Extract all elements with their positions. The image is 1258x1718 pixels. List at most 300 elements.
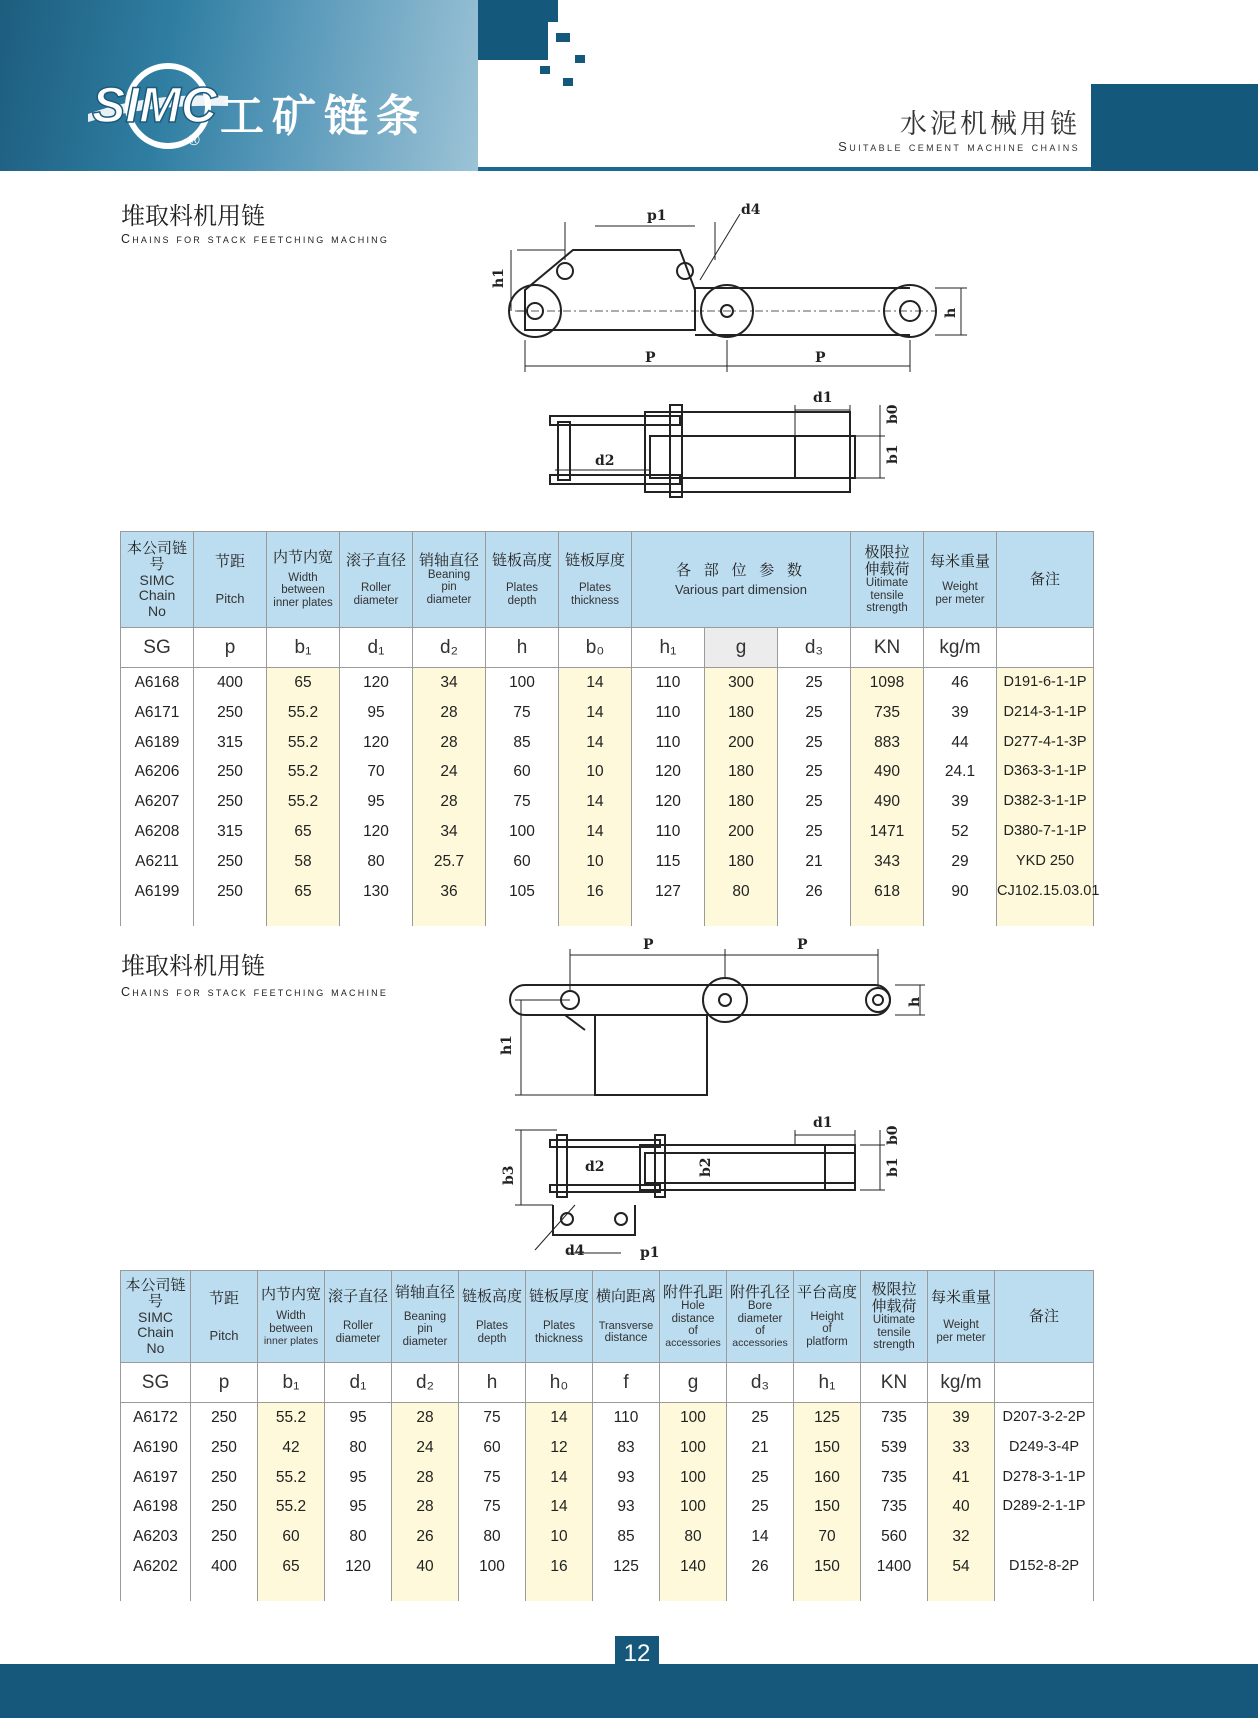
- symbol-cell: g: [660, 1363, 727, 1403]
- header-cn: 每米重量: [930, 1287, 991, 1306]
- table-cell: 40: [952, 1498, 970, 1516]
- table-cell: 24.1: [944, 763, 976, 781]
- header-cn: 极限拉伸载荷: [864, 543, 910, 578]
- symbol-cell: h₁: [632, 628, 705, 668]
- symbol-cell: d₂: [392, 1363, 459, 1403]
- table-cell: 120: [655, 763, 681, 781]
- header-en: Width: [276, 1310, 306, 1323]
- page-title-cn: 水泥机械用链: [900, 109, 1080, 140]
- dim-label-p-a: P: [645, 350, 656, 366]
- symbol-cell: KN: [861, 1363, 928, 1403]
- dim-label-h1: h1: [499, 1035, 515, 1055]
- table-cell: 36: [440, 882, 458, 900]
- column-d3: [778, 668, 851, 926]
- table-cell: 93: [617, 1468, 635, 1486]
- table-cell: A6168: [134, 674, 180, 691]
- header-en: SIMC: [139, 571, 175, 588]
- header-en: No: [148, 602, 166, 619]
- table-cell: 24: [440, 763, 458, 781]
- symbol-cell: d₃: [778, 628, 851, 668]
- header-en: distance: [604, 1332, 648, 1345]
- table-cell: A6208: [134, 822, 180, 840]
- section1-spec-table: [120, 531, 1100, 926]
- table-cell: 42: [282, 1438, 300, 1456]
- table-cell: 55.2: [287, 763, 319, 781]
- table-cell: 300: [728, 674, 754, 691]
- section2-chain-diagram: [495, 935, 935, 1265]
- table-cell: 60: [513, 763, 531, 781]
- table-cell: 95: [367, 703, 385, 721]
- column-chain-no: [121, 1403, 191, 1601]
- column-transverse-distance: [593, 1403, 660, 1601]
- table-cell: 735: [881, 1409, 907, 1426]
- table-cell: 34: [440, 674, 458, 691]
- table-cell: 25: [751, 1409, 769, 1426]
- symbol-cell: kg/m: [924, 628, 997, 668]
- table-cell: 85: [617, 1528, 635, 1546]
- table-cell: A6207: [134, 793, 180, 811]
- dim-label-d1: d1: [813, 390, 833, 406]
- page-title-en: Suitable cement machine chains: [838, 139, 1080, 154]
- table-cell: 14: [751, 1528, 769, 1546]
- page-header: [0, 0, 1258, 171]
- table-cell: 130: [363, 882, 389, 900]
- table-cell: 315: [217, 822, 243, 840]
- table-cell: 55.2: [275, 1498, 307, 1516]
- table-cell: 100: [680, 1498, 706, 1516]
- column-inner-width: [258, 1403, 325, 1601]
- header-en: Weight: [942, 581, 978, 594]
- column-pitch: [191, 1403, 258, 1601]
- dim-label-h1: h1: [491, 268, 507, 288]
- table-cell: 28: [440, 703, 458, 721]
- table-cell: 95: [367, 793, 385, 811]
- table-cell: 28: [440, 733, 458, 751]
- table-cell: 735: [881, 1498, 907, 1516]
- header-decor-block: [534, 48, 546, 56]
- table-cell: 250: [217, 793, 243, 811]
- table-cell: 25: [805, 763, 823, 781]
- header-en: per meter: [935, 593, 985, 606]
- table-cell: 1400: [876, 1557, 912, 1575]
- table-cell: 65: [294, 822, 312, 840]
- header-en: pin: [441, 581, 457, 594]
- header-cn: 各 部 位 参 数: [675, 561, 807, 580]
- column-weight: [928, 1403, 995, 1601]
- table-cell: 150: [814, 1438, 840, 1456]
- table-cell: 12: [550, 1438, 568, 1456]
- header-en: platform: [806, 1336, 848, 1349]
- table-cell: 1098: [869, 674, 905, 691]
- dim-label-h: h: [943, 307, 959, 318]
- header-cn: 备注: [1030, 570, 1061, 589]
- symbol-cell: b₁: [267, 628, 340, 668]
- table-cell: 52: [951, 822, 969, 840]
- header-en: diameter: [402, 1336, 448, 1349]
- header-cn: 备注: [1028, 1307, 1059, 1326]
- table-cell: 25: [751, 1468, 769, 1486]
- table-cell: 105: [509, 882, 535, 900]
- table-cell: 120: [363, 674, 389, 691]
- table-cell: A6211: [135, 852, 179, 870]
- dim-label-b2: b2: [698, 1157, 714, 1177]
- column-roller-diameter: [325, 1403, 392, 1601]
- table-cell: 1471: [869, 822, 905, 840]
- table-cell: 127: [655, 882, 681, 900]
- header-cn: 每米重量: [930, 551, 991, 570]
- table-cell: 55.2: [275, 1409, 307, 1426]
- column-pin-diameter: [392, 1403, 459, 1601]
- table-cell: 83: [617, 1438, 635, 1456]
- symbol-cell: h₁: [794, 1363, 861, 1403]
- table-cell: 343: [874, 852, 900, 870]
- table-cell: 39: [951, 793, 969, 811]
- header-en: distance: [671, 1312, 715, 1325]
- dim-label-d4: d4: [565, 1243, 585, 1259]
- table-cell: 150: [814, 1498, 840, 1516]
- table-cell: 55.2: [275, 1468, 307, 1486]
- table-cell: 33: [952, 1438, 970, 1456]
- dim-label-p1: p1: [640, 1245, 660, 1261]
- table-cell: 100: [509, 674, 535, 691]
- header-decor-block: [556, 33, 570, 42]
- dim-label-d4: d4: [741, 202, 761, 218]
- table-cell: 75: [513, 793, 531, 811]
- table-cell: 490: [874, 763, 900, 781]
- dim-label-d2: d2: [585, 1159, 605, 1175]
- table-cell: 735: [881, 1468, 907, 1486]
- table-cell: 120: [363, 822, 389, 840]
- dim-label-b0: b0: [885, 404, 901, 424]
- table-cell: 100: [479, 1557, 505, 1575]
- table-cell: 14: [550, 1409, 568, 1426]
- symbol-cell: SG: [121, 628, 194, 668]
- table-cell: 90: [951, 882, 969, 900]
- table-cell: 160: [814, 1468, 840, 1486]
- dim-label-d1: d1: [813, 1115, 833, 1131]
- table-cell: 618: [874, 882, 900, 900]
- header-decor-block: [575, 55, 585, 63]
- column-pitch: [194, 668, 267, 926]
- header-en: strength: [866, 602, 908, 615]
- header-en: Beaning: [403, 1310, 447, 1323]
- table-cell: 93: [617, 1498, 635, 1516]
- table-cell: D380-7-1-1P: [1003, 822, 1087, 839]
- table-cell: A6197: [133, 1468, 178, 1486]
- symbol-cell: SG: [121, 1363, 191, 1403]
- section2-title-en: Chains for stack feetching machine: [121, 985, 389, 999]
- header-en: Width: [288, 571, 318, 584]
- section2-title-cn: 堆取料机用链: [121, 952, 265, 980]
- header-en: Uitimate: [872, 1314, 916, 1327]
- table-cell: 250: [217, 852, 243, 870]
- symbol-cell: KN: [851, 628, 924, 668]
- symbol-cell: d₁: [340, 628, 413, 668]
- table-cell: 10: [586, 852, 604, 870]
- table-symbol-row: [121, 628, 1094, 668]
- symbol-cell: h₀: [526, 1363, 593, 1403]
- table-cell: 80: [684, 1528, 702, 1546]
- table-cell: D278-3-1-1P: [1002, 1468, 1086, 1485]
- column-tensile-strength: [861, 1403, 928, 1601]
- table-cell: 490: [874, 793, 900, 811]
- table-cell: D152-8-2P: [1008, 1557, 1080, 1574]
- table-cell: 70: [818, 1528, 836, 1546]
- dim-label-b1: b1: [885, 444, 901, 464]
- table-cell: 80: [367, 852, 385, 870]
- table-symbol-row: [121, 1363, 1094, 1403]
- header-cn: 本公司链号: [125, 1275, 186, 1311]
- header-en: Pitch: [209, 1327, 239, 1343]
- header-en: Chain: [137, 1324, 174, 1341]
- table-cell: 735: [874, 703, 900, 721]
- table-cell: 125: [613, 1557, 639, 1575]
- table-cell: 80: [483, 1528, 501, 1546]
- section2-spec-table: [120, 1270, 1094, 1601]
- table-cell: 120: [363, 733, 389, 751]
- header-cn: 横向距离: [595, 1286, 656, 1305]
- header-en: between: [269, 1322, 313, 1335]
- header-en: diameter: [737, 1312, 783, 1325]
- header-en: strength: [873, 1339, 915, 1352]
- header-en: of: [688, 1325, 698, 1338]
- header-en: accessories: [732, 1336, 788, 1349]
- header-en: tensile: [877, 1326, 911, 1339]
- header-en: Bore: [747, 1300, 773, 1313]
- table-cell: 120: [655, 793, 681, 811]
- header-en: tensile: [870, 589, 904, 602]
- table-cell: 40: [416, 1557, 434, 1575]
- table-cell: 21: [805, 852, 823, 870]
- table-cell: 25.7: [433, 852, 465, 870]
- logo-text: SIMC: [92, 77, 217, 133]
- table-cell: 250: [217, 763, 243, 781]
- header-decor-block: [563, 78, 573, 86]
- table-cell: 100: [680, 1468, 706, 1486]
- header-cn: 链板厚度: [528, 1286, 589, 1305]
- header-cn: 附件孔径: [729, 1282, 790, 1301]
- table-cell: 60: [513, 852, 531, 870]
- header-en: between: [281, 584, 325, 597]
- header-en: Uitimate: [865, 577, 909, 590]
- table-cell: 26: [416, 1528, 434, 1546]
- header-cn: 内节内宽: [272, 548, 333, 567]
- table-cell: 21: [751, 1438, 769, 1456]
- table-cell: 100: [680, 1409, 706, 1426]
- header-cn: 链板高度: [461, 1286, 522, 1305]
- section1-title-cn: 堆取料机用链: [121, 202, 265, 230]
- header-en: Beaning: [427, 568, 471, 581]
- table-cell: 60: [282, 1528, 300, 1546]
- header-cn: 极限拉伸载荷: [871, 1280, 917, 1315]
- table-cell: A6198: [133, 1498, 178, 1516]
- table-cell: 95: [349, 1409, 367, 1426]
- table-cell: 120: [345, 1557, 371, 1575]
- page-number: 12: [623, 1640, 651, 1667]
- header-en: Plates: [543, 1320, 575, 1333]
- table-header-row: [121, 532, 1094, 628]
- table-cell: D289-2-1-1P: [1002, 1498, 1086, 1515]
- column-remarks: [995, 1403, 1094, 1601]
- table-cell: 39: [951, 703, 969, 721]
- column-platform-height: [794, 1403, 861, 1601]
- column-weight: [924, 668, 997, 926]
- table-cell: 180: [728, 763, 754, 781]
- dim-label-h: h: [907, 996, 923, 1007]
- table-cell: 34: [440, 822, 458, 840]
- table-cell: 110: [655, 822, 681, 840]
- table-cell: 315: [217, 733, 243, 751]
- table-cell: 180: [728, 793, 754, 811]
- table-cell: 100: [680, 1438, 706, 1456]
- dim-label-p-b: P: [815, 350, 826, 366]
- header-en: Transverse: [598, 1320, 654, 1333]
- table-cell: 58: [294, 852, 312, 870]
- column-chain-no: [121, 668, 194, 926]
- registered-mark: ®: [188, 132, 200, 149]
- header-cn: 销轴直径: [394, 1283, 455, 1302]
- dim-label-p-b: P: [797, 937, 808, 953]
- table-cell: 39: [952, 1409, 970, 1426]
- header-decor-block: [540, 66, 550, 74]
- table-cell: 65: [294, 882, 312, 900]
- table-cell: 80: [732, 882, 750, 900]
- column-inner-width: [267, 668, 340, 926]
- header-en: Chain: [138, 587, 176, 604]
- table-cell: A6199: [134, 882, 180, 900]
- table-cell: 70: [367, 763, 385, 781]
- table-header-row: [121, 1271, 1094, 1363]
- footer-band: [0, 1664, 1258, 1718]
- header-en: depth: [507, 594, 537, 607]
- header-en: of: [822, 1323, 832, 1336]
- dim-label-b0: b0: [885, 1125, 901, 1145]
- header-en: inner plates: [263, 1334, 319, 1347]
- column-h1: [632, 668, 705, 926]
- dim-label-p-a: P: [643, 937, 654, 953]
- table-cell: 28: [416, 1498, 434, 1516]
- table-cell: 65: [294, 674, 312, 691]
- header-en: Pitch: [215, 590, 245, 606]
- table-cell: 110: [655, 674, 681, 691]
- table-cell: 26: [805, 882, 823, 900]
- table-cell: A6172: [133, 1409, 178, 1426]
- header-en: Plates: [579, 582, 611, 595]
- table-cell: 29: [951, 852, 969, 870]
- table-cell: A6190: [133, 1438, 178, 1456]
- table-cell: 75: [483, 1409, 501, 1426]
- table-cell: 28: [440, 793, 458, 811]
- header-cn: 内节内宽: [260, 1284, 321, 1303]
- table-cell: A6171: [134, 703, 180, 721]
- table-cell: 95: [349, 1498, 367, 1516]
- table-cell: 55.2: [287, 703, 319, 721]
- table-cell: 54: [952, 1557, 970, 1575]
- column-g: [705, 668, 778, 926]
- table-cell: 250: [211, 1409, 237, 1426]
- table-cell: 65: [282, 1557, 300, 1575]
- header-cn: 节距: [214, 552, 245, 571]
- header-en: Height: [810, 1310, 844, 1323]
- table-cell: 24: [416, 1438, 434, 1456]
- table-cell: 25: [805, 822, 823, 840]
- table-cell: A6189: [134, 733, 180, 751]
- header-en: inner plates: [273, 597, 333, 610]
- table-cell: 75: [513, 703, 531, 721]
- table-cell: 883: [874, 733, 900, 751]
- header-cn: 附件孔距: [662, 1282, 723, 1301]
- table-cell: D363-3-1-1P: [1003, 763, 1087, 780]
- symbol-cell: h: [486, 628, 559, 668]
- table-cell: 25: [805, 674, 823, 691]
- header-cn: 滚子直径: [345, 550, 406, 569]
- header-en: Plates: [476, 1320, 508, 1333]
- header-cn: 平台高度: [796, 1283, 857, 1302]
- header-en: diameter: [353, 594, 399, 607]
- header-en: Various part dimension: [675, 581, 807, 597]
- column-plate-thickness: [526, 1403, 593, 1601]
- table-cell: 55.2: [287, 793, 319, 811]
- table-cell: 250: [217, 882, 243, 900]
- table-cell: D382-3-1-1P: [1003, 793, 1087, 810]
- table-cell: 41: [952, 1468, 970, 1486]
- header-cn: 链板厚度: [564, 550, 625, 569]
- header-en: thickness: [535, 1332, 583, 1345]
- header-en: No: [146, 1339, 165, 1356]
- symbol-cell: h: [459, 1363, 526, 1403]
- table-cell: 95: [349, 1468, 367, 1486]
- header-en: Plates: [506, 582, 538, 595]
- table-cell: 110: [655, 703, 681, 721]
- column-plate-thickness: [559, 668, 632, 926]
- section1-title-en: Chains for stack feetching maching: [121, 232, 390, 246]
- table-cell: 110: [655, 733, 681, 751]
- header-en: per meter: [936, 1331, 986, 1344]
- header-cn: 链板高度: [491, 550, 552, 569]
- table-cell: 150: [814, 1557, 840, 1575]
- table-cell: 250: [211, 1498, 237, 1516]
- table-cell: 560: [881, 1528, 907, 1546]
- table-cell: [995, 1522, 1093, 1552]
- header-cn: 滚子直径: [327, 1286, 388, 1305]
- column-tensile-strength: [851, 668, 924, 926]
- symbol-cell: p: [191, 1363, 258, 1403]
- header-en: SIMC: [138, 1308, 173, 1325]
- table-cell: 14: [586, 703, 604, 721]
- header-en: accessories: [665, 1336, 721, 1349]
- table-cell: 10: [550, 1528, 568, 1546]
- table-cell: 28: [416, 1409, 434, 1426]
- symbol-cell: kg/m: [928, 1363, 995, 1403]
- table-cell: 180: [728, 703, 754, 721]
- table-cell: D191-6-1-1P: [1003, 674, 1087, 690]
- header-cn: 本公司链号: [126, 538, 187, 574]
- table-cell: 80: [349, 1528, 367, 1546]
- header-en: thickness: [571, 594, 619, 607]
- table-body: [121, 1403, 1094, 1601]
- table-cell: 250: [211, 1468, 237, 1486]
- table-cell: 80: [349, 1438, 367, 1456]
- column-hole-distance: [660, 1403, 727, 1601]
- table-cell: 14: [586, 793, 604, 811]
- table-cell: D207-3-2-2P: [1002, 1409, 1086, 1425]
- header-cn: 节距: [208, 1289, 239, 1308]
- table-cell: 14: [586, 674, 604, 691]
- header-en: Hole: [681, 1300, 705, 1313]
- header-cn: 销轴直径: [418, 551, 479, 570]
- header-en: diameter: [335, 1332, 381, 1345]
- table-cell: 28: [416, 1468, 434, 1486]
